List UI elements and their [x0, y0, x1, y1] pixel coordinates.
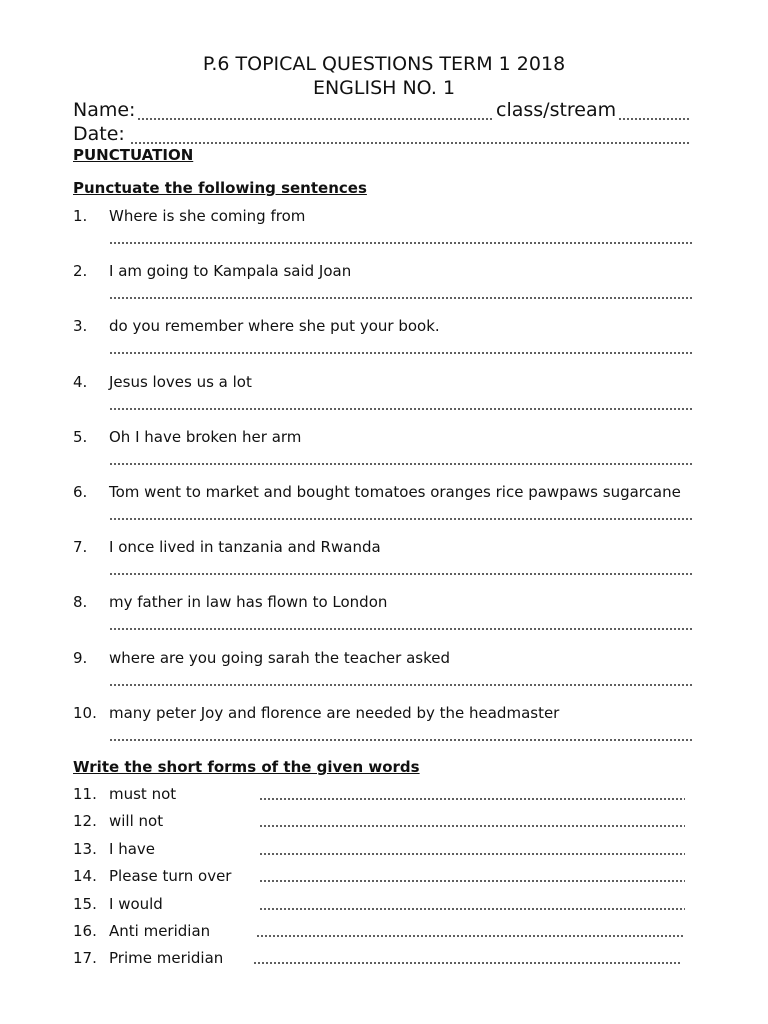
answer-blank[interactable] — [259, 852, 685, 856]
question-number: 8. — [73, 593, 88, 612]
answer-blank[interactable] — [259, 797, 685, 801]
question-number: 17. — [73, 949, 97, 968]
answer-line[interactable] — [109, 241, 693, 245]
question-text: Jesus loves us a lot — [109, 372, 252, 391]
question-text: I once lived in tanzania and Rwanda — [109, 538, 381, 557]
date-label: Date: — [73, 123, 125, 145]
question-number: 7. — [73, 538, 88, 557]
question-text: my father in law has flown to London — [109, 593, 388, 612]
answer-blank[interactable] — [259, 824, 685, 828]
name-label: Name: — [73, 99, 136, 121]
answer-line[interactable] — [109, 462, 693, 466]
answer-line[interactable] — [109, 627, 693, 631]
question-text: do you remember where she put your book. — [109, 317, 440, 336]
question-text: Please turn over — [109, 867, 232, 886]
punctuation-instruction: Punctuate the following sentences — [73, 179, 367, 197]
question-text: Prime meridian — [109, 949, 224, 968]
question-text: I would — [109, 894, 163, 913]
answer-line[interactable] — [109, 572, 693, 576]
question-number: 10. — [73, 703, 97, 722]
question-text: I am going to Kampala said Joan — [109, 262, 352, 281]
answer-blank[interactable] — [259, 879, 685, 883]
question-number: 3. — [73, 317, 88, 336]
answer-line[interactable] — [109, 517, 693, 521]
answer-blank[interactable] — [259, 907, 685, 911]
question-number: 9. — [73, 648, 88, 667]
answer-line[interactable] — [109, 351, 693, 355]
question-text: will not — [109, 812, 164, 831]
answer-line[interactable] — [109, 296, 693, 300]
class-stream-blank — [618, 117, 690, 121]
question-text: I have — [109, 839, 155, 858]
name-blank — [137, 117, 493, 121]
question-number: 11. — [73, 785, 97, 803]
question-text: Anti meridian — [109, 922, 211, 940]
question-text: Where is she coming from — [109, 207, 306, 225]
worksheet-subtitle: ENGLISH NO. 1 — [312, 77, 456, 99]
answer-blank[interactable] — [256, 934, 684, 938]
question-number: 16. — [73, 922, 97, 940]
question-number: 14. — [73, 867, 97, 886]
answer-line[interactable] — [109, 683, 693, 687]
section-heading-punctuation: PUNCTUATION — [73, 146, 194, 164]
answer-line[interactable] — [109, 407, 693, 411]
question-text: Oh I have broken her arm — [109, 427, 302, 446]
class-stream-label: class/stream — [496, 99, 617, 121]
date-blank — [130, 141, 690, 145]
short-forms-instruction: Write the short forms of the given words — [73, 758, 420, 776]
worksheet-title: P.6 TOPICAL QUESTIONS TERM 1 2018 — [202, 53, 566, 75]
question-number: 4. — [73, 372, 88, 391]
question-number: 15. — [73, 894, 97, 913]
question-text: must not — [109, 785, 177, 803]
question-number: 13. — [73, 839, 97, 858]
question-number: 12. — [73, 812, 97, 831]
question-text: Tom went to market and bought tomatoes oranges rice pawpaws sugarcane — [109, 483, 681, 501]
question-text: many peter Joy and florence are needed by the headmaster — [109, 703, 560, 722]
question-number: 5. — [73, 427, 88, 446]
question-number: 2. — [73, 262, 88, 281]
question-text: where are you going sarah the teacher asked — [109, 648, 451, 667]
answer-blank[interactable] — [253, 961, 681, 965]
question-number: 6. — [73, 483, 88, 501]
question-number: 1. — [73, 207, 88, 225]
answer-line[interactable] — [109, 738, 693, 742]
